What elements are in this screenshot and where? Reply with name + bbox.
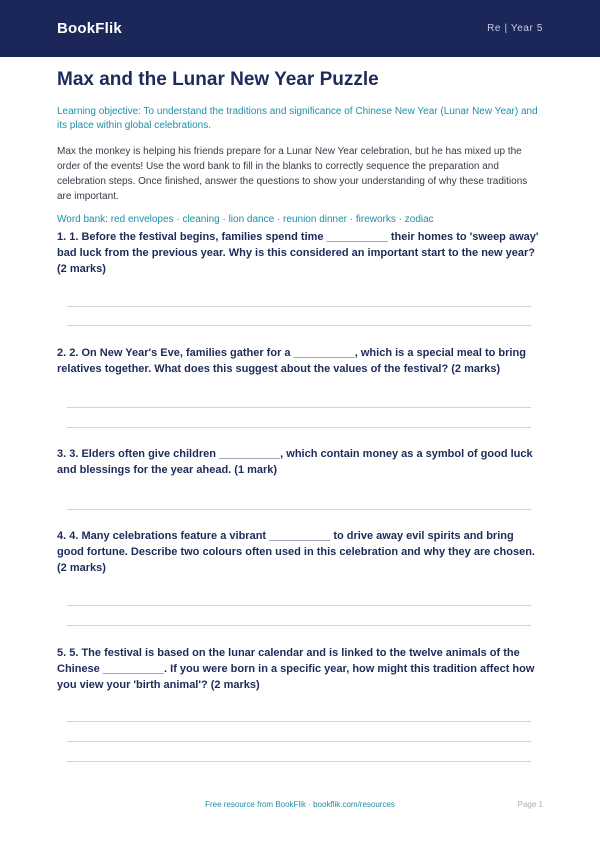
question-text: 4. 4. Many celebrations feature a vibrant __________ to drive away evil spirits and bring good fortune. Describe two colours often used in this celebration and why they are chosen. (2 marks) xyxy=(57,530,535,574)
question-5 xyxy=(57,645,543,693)
answer-line[interactable] xyxy=(67,325,531,326)
answer-line[interactable] xyxy=(67,761,531,762)
worksheet-title: Max and the Lunar New Year Puzzle xyxy=(57,69,379,90)
question-text: 2. 2. On New Year's Eve, families gather for a __________, which is a special meal to bring relatives together. What does this suggest about the values of the festival? (2 marks) xyxy=(57,347,526,375)
word-bank: Word bank: red envelopes · cleaning · lion dance · reunion dinner · fireworks · zodiac xyxy=(57,214,434,225)
answer-line[interactable] xyxy=(67,741,531,742)
answer-line[interactable] xyxy=(67,427,531,428)
answer-line[interactable] xyxy=(67,625,531,626)
question-text: 3. 3. Elders often give children __________, which contain money as a symbol of good luck and blessings for the year ahead. (1 mark) xyxy=(57,448,533,476)
learning-objective: Learning objective: To understand the traditions and significance of Chinese New Year (Lunar New Year) and its place within global celebrations. xyxy=(57,106,538,131)
page-header xyxy=(0,0,600,57)
question-text: 1. 1. Before the festival begins, families spend time __________ their homes to 'sweep away' bad luck from the previous year. Why is this considered an important start to the new year? (2 marks) xyxy=(57,231,539,275)
intro-paragraph: Max the monkey is helping his friends prepare for a Lunar New Year celebration, but he has mixed up the order of the events! Use the word bank to fill in the blanks to correctly sequence the preparation and celebration steps. Once finished, answer the questions to show your understanding of why these traditions are important. xyxy=(57,146,528,202)
worksheet-content xyxy=(57,57,543,227)
question-4 xyxy=(57,528,543,576)
question-2 xyxy=(57,345,543,377)
footer-source-link[interactable]: Free resource from BookFlik · bookflik.com/resources xyxy=(205,800,395,809)
page-footer xyxy=(0,800,600,814)
answer-line[interactable] xyxy=(67,509,531,510)
question-3 xyxy=(57,446,543,478)
question-text: 5. 5. The festival is based on the lunar calendar and is linked to the twelve animals of the Chinese __________. If you were born in a specific year, how might this tradition affect how you view your 'birth animal'? (2 marks) xyxy=(57,647,535,691)
page-number: Page 1 xyxy=(517,800,543,809)
answer-line[interactable] xyxy=(67,306,531,307)
subject-year-label: Re | Year 5 xyxy=(487,23,543,34)
answer-line[interactable] xyxy=(67,721,531,722)
answer-line[interactable] xyxy=(67,407,531,408)
brand-logo-text: BookFlik xyxy=(57,20,122,37)
answer-line[interactable] xyxy=(67,605,531,606)
question-1 xyxy=(57,229,543,277)
